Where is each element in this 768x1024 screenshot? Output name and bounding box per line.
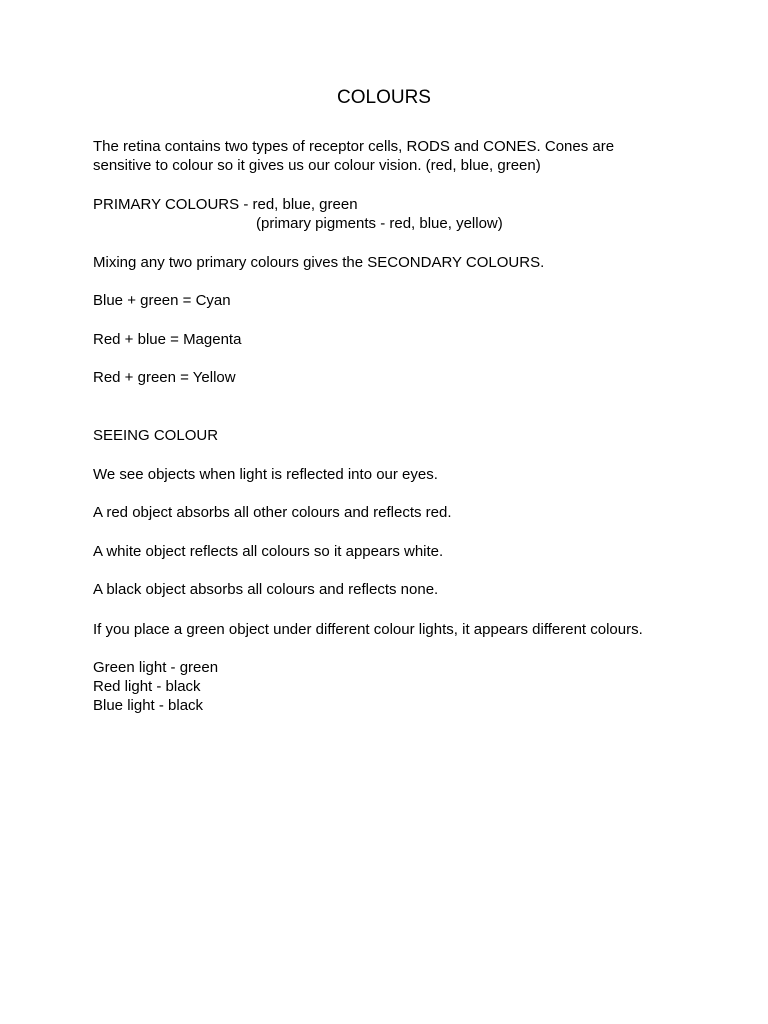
primary-colours-line: PRIMARY COLOURS - red, blue, green <box>93 196 358 213</box>
statement-green-object: If you place a green object under different colour lights, it appears different colours. <box>93 621 643 638</box>
statement-reflected-light: We see objects when light is reflected into our eyes. <box>93 466 438 483</box>
statement-black-object: A black object absorbs all colours and reflects none. <box>93 581 439 598</box>
light-green: Green light - green <box>93 659 219 676</box>
light-red: Red light - black <box>93 678 201 695</box>
mix-red-green: Red + green = Yellow <box>93 369 236 386</box>
page-title: COLOURS <box>337 87 431 108</box>
mix-blue-green: Blue + green = Cyan <box>93 292 231 309</box>
intro-line-1: The retina contains two types of receptor cells, RODS and CONES. Cones are <box>93 138 615 155</box>
statement-white-object: A white object reflects all colours so it appears white. <box>93 543 444 560</box>
secondary-colours-intro: Mixing any two primary colours gives the SECONDARY COLOURS. <box>93 254 545 271</box>
seeing-colour-heading: SEEING COLOUR <box>93 427 219 444</box>
mix-red-blue: Red + blue = Magenta <box>93 331 242 348</box>
primary-pigments-line: (primary pigments - red, blue, yellow) <box>256 215 503 232</box>
statement-red-object: A red object absorbs all other colours and reflects red. <box>93 504 452 521</box>
intro-line-2: sensitive to colour so it gives us our colour vision. (red, blue, green) <box>93 157 541 174</box>
light-blue: Blue light - black <box>93 697 204 714</box>
